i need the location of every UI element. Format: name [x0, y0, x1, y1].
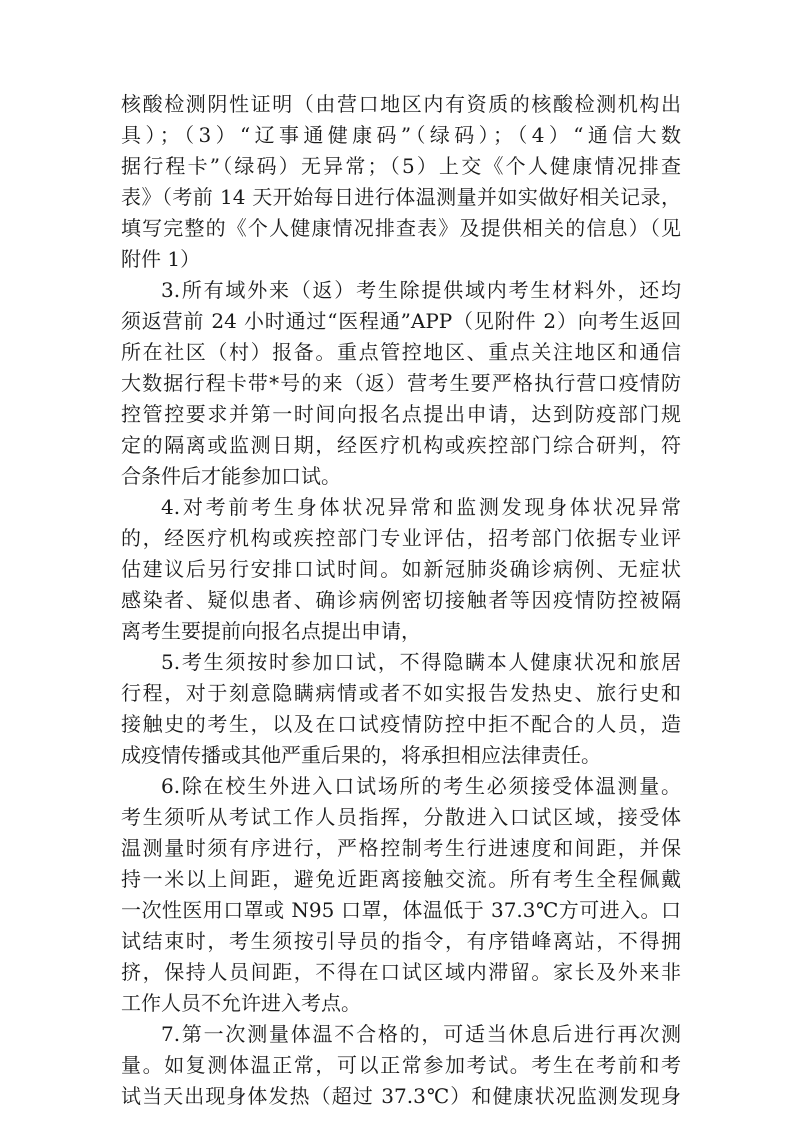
text-line: 所在社区（村）报备。重点管控地区、重点关注地区和通信 [121, 340, 681, 364]
text-line: 一次性医用口罩或 N95 口罩，体温低于 37.3℃方可进入。口 [121, 898, 681, 922]
text-line: 大数据行程卡带*号的来（返）营考生要严格执行营口疫情防 [121, 371, 681, 395]
text-line: 5.考生须按时参加口试，不得隐瞒本人健康状况和旅居 [161, 650, 681, 674]
text-line: 试结束时，考生须按引导员的指令，有序错峰离站，不得拥 [121, 929, 681, 953]
text-line: 的，经医疗机构或疾控部门专业评估，招考部门依据专业评 [121, 526, 681, 550]
text-line: 填写完整的《个人健康情况排查表》及提供相关的信息）（见 [121, 216, 681, 240]
text-line: 4.对考前考生身体状况异常和监测发现身体状况异常 [161, 495, 681, 519]
document-body [121, 89, 681, 1112]
text-line: 离考生要提前向报名点提出申请， [121, 619, 421, 643]
text-line: 控管控要求并第一时间向报名点提出申请，达到防疫部门规 [121, 402, 681, 426]
text-line: 合条件后才能参加口试。 [121, 464, 341, 488]
text-line: 持一米以上间距，避免近距离接触交流。所有考生全程佩戴 [121, 867, 681, 891]
text-line: 6.除在校生外进入口试场所的考生必须接受体温测量。 [161, 774, 681, 798]
text-line: 3.所有域外来（返）考生除提供域内考生材料外，还均 [161, 278, 681, 302]
text-line: 须返营前 24 小时通过“医程通”APP（见附件 2）向考生返回 [121, 309, 681, 333]
text-line: 估建议后另行安排口试时间。如新冠肺炎确诊病例、无症状 [121, 557, 681, 581]
text-line: 温测量时须有序进行，严格控制考生行进速度和间距，并保 [121, 836, 681, 860]
text-line: 定的隔离或监测日期，经医疗机构或疾控部门综合研判，符 [121, 433, 681, 457]
text-line: 考生须听从考试工作人员指挥，分散进入口试区域，接受体 [121, 805, 681, 829]
text-line: 行程，对于刻意隐瞒病情或者不如实报告发热史、旅行史和 [121, 681, 681, 705]
text-line: 量。如复测体温正常，可以正常参加考试。考生在考前和考 [121, 1053, 681, 1077]
text-line: 试当天出现身体发热（超过 37.3℃）和健康状况监测发现身 [121, 1084, 681, 1108]
text-line: 挤，保持人员间距，不得在口试区域内滞留。家长及外来非 [121, 960, 681, 984]
text-line: 表》（考前 14 天开始每日进行体温测量并如实做好相关记录， [121, 185, 681, 209]
text-line: 具）；（3）“辽事通健康码”（绿码）；（4）“通信大数 [121, 123, 681, 147]
text-line: 据行程卡”（绿码）无异常；（5）上交《个人健康情况排查 [121, 154, 681, 178]
text-line: 感染者、疑似患者、确诊病例密切接触者等因疫情防控被隔 [121, 588, 681, 612]
text-line: 成疫情传播或其他严重后果的，将承担相应法律责任。 [121, 743, 601, 767]
text-line: 接触史的考生，以及在口试疫情防控中拒不配合的人员，造 [121, 712, 681, 736]
text-line: 核酸检测阴性证明（由营口地区内有资质的核酸检测机构出 [121, 92, 681, 116]
text-line: 7.第一次测量体温不合格的，可适当休息后进行再次测 [161, 1022, 681, 1046]
text-line: 附件 1） [121, 247, 201, 271]
text-line: 工作人员不允许进入考点。 [121, 991, 361, 1015]
